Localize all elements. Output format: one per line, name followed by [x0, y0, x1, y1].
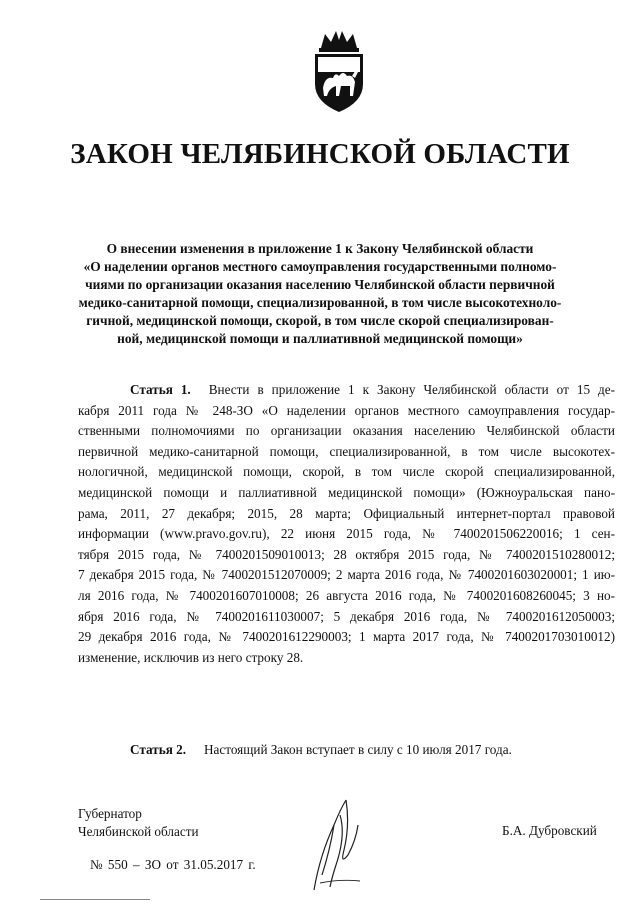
signatory-name: Б.А. Дубровский: [502, 823, 597, 838]
article-line: первичной медико-санитарной помощи, специализированной, в том числе высокотех-: [78, 443, 615, 459]
article-line: медицинской помощи и паллиативной медицинской помощи» (Южноуральская пано-: [78, 484, 615, 500]
article-line: изменение, исключив из него строку 28.: [78, 649, 304, 665]
article-line: 29 декабря 2016 года, № 7400201612290003; 1 марта 2017 года, № 7400201703010012): [78, 629, 615, 645]
signature-icon: [300, 795, 380, 895]
document-title: ЗАКОН ЧЕЛЯБИНСКОЙ ОБЛАСТИ: [70, 138, 570, 170]
article-line: информации (www.pravo.gov.ru), 22 июня 2015 года, № 7400201506220016; 1 сен-: [78, 526, 615, 542]
document-subtitle: [78, 240, 562, 348]
coat-of-arms-icon: [303, 28, 375, 114]
article-line: рама, 2011, 27 декабря; 2015, 28 марта; Официальный интернет-портал правовой: [78, 505, 615, 521]
article-text: Настоящий Закон вступает в силу с 10 июля 2017 года.: [204, 742, 512, 757]
article-line: ября 2016 года, № 7400201611030007; 5 декабря 2016 года, № 7400201612050003;: [78, 608, 615, 624]
position-line: Губернатор: [78, 806, 142, 821]
subtitle-line: чиями по организации оказания населению Челябинской области первичной: [85, 277, 555, 292]
article-2: [78, 740, 615, 761]
subtitle-line: «О наделении органов местного самоуправления государственными полномо-: [83, 259, 557, 274]
article-label: Статья 2.: [130, 742, 187, 757]
article-line: нологичной, медицинской помощи, скорой, в том числе скорой специализированной,: [78, 464, 615, 480]
subtitle-line: гичной, медицинской помощи, скорой, в том числе скорой специализирован-: [86, 313, 554, 328]
article-line: 7 декабря 2015 года, № 7400201512070009; 2 марта 2016 года, № 7400201603020001; 1 ию-: [78, 567, 615, 583]
subtitle-line: медико-санитарной помощи, специализированной, в том числе высокотехноло-: [78, 295, 562, 310]
signatory-position: [78, 805, 199, 841]
article-label: Статья 1.: [130, 382, 191, 397]
article-text: Внести в приложение 1 к Закону Челябинской области от 15 де-: [208, 382, 616, 397]
position-line: Челябинской области: [78, 824, 199, 839]
footer-divider: [40, 899, 150, 900]
article-line: ля 2016 года, № 7400201607010008; 26 августа 2016 года, № 7400201608260045; 3 но-: [78, 587, 615, 603]
article-line: тября 2015 года, № 7400201509010013; 28 октября 2015 года, № 7400201510280012;: [78, 546, 615, 562]
subtitle-line: О внесении изменения в приложение 1 к Закону Челябинской области: [106, 241, 534, 256]
article-first-line: [78, 740, 615, 761]
article-1: [78, 380, 615, 668]
article-line: ственными полномочиями по организации оказания населению Челябинской области: [78, 423, 615, 439]
subtitle-line: ной, медицинской помощи и паллиативной медицинской помощи»: [117, 331, 523, 346]
law-number: № 550 – ЗО от 31.05.2017 г.: [90, 857, 256, 872]
article-line: кабря 2011 года № 248-ЗО «О наделении органов местного самоуправления государ-: [78, 402, 615, 418]
article-first-line: [78, 380, 615, 401]
